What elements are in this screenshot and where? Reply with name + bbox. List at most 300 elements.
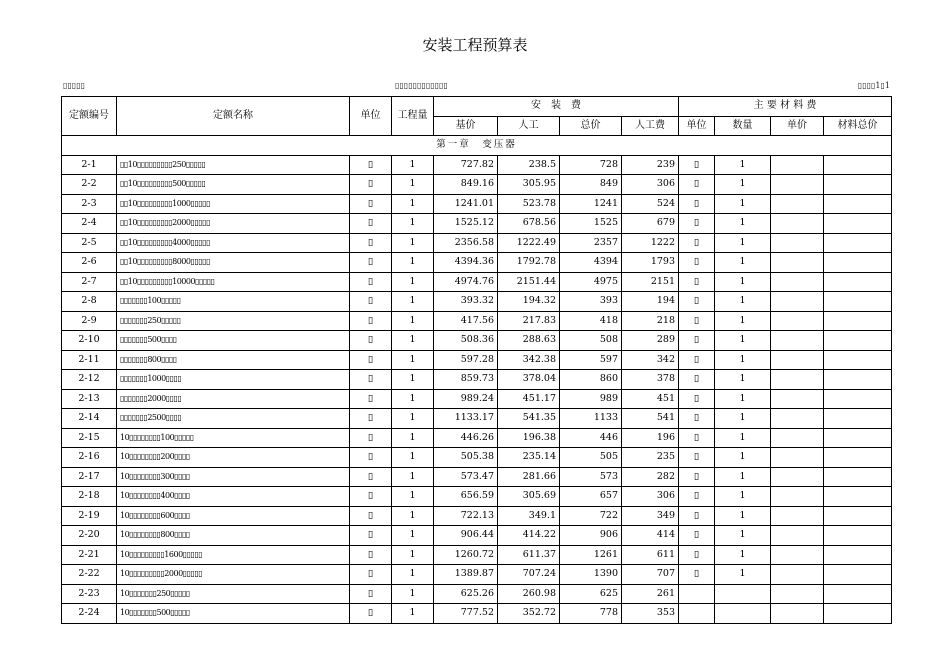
row-qty: 1 xyxy=(392,272,434,292)
row-unit: ▯ xyxy=(350,584,392,604)
header-name: 定额名称 xyxy=(117,97,350,136)
row-labor-fee: 306 xyxy=(622,487,679,507)
row-labor: 678.56 xyxy=(498,214,560,234)
row-labor-fee: 239 xyxy=(622,155,679,175)
header-total: 总价 xyxy=(560,116,622,136)
row-m-unit: ▯ xyxy=(679,194,715,214)
row-m-qty: 1 xyxy=(715,155,771,175)
row-m-qty: 1 xyxy=(715,467,771,487)
row-qty: 1 xyxy=(392,526,434,546)
row-name: ▯▯▯▯▯▯▯100▯▯▯▯▯ xyxy=(117,292,350,312)
row-m-qty xyxy=(715,604,771,624)
row-m-unit: ▯ xyxy=(679,272,715,292)
row-base-price: 777.52 xyxy=(434,604,498,624)
row-qty: 1 xyxy=(392,565,434,585)
row-qty: 1 xyxy=(392,409,434,429)
row-total: 2357 xyxy=(560,233,622,253)
row-m-total xyxy=(824,370,892,390)
row-name: 10▯▯▯▯▯▯▯▯▯2000▯▯▯▯▯ xyxy=(117,565,350,585)
row-name: 10▯▯▯▯▯▯▯▯400▯▯▯▯ xyxy=(117,487,350,507)
header-install-fee: 安 装 费 xyxy=(434,97,679,117)
row-labor: 1222.49 xyxy=(498,233,560,253)
row-base-price: 722.13 xyxy=(434,506,498,526)
row-m-price xyxy=(771,604,824,624)
row-m-total xyxy=(824,194,892,214)
row-code: 2-19 xyxy=(62,506,117,526)
row-code: 2-4 xyxy=(62,214,117,234)
row-qty: 1 xyxy=(392,467,434,487)
row-m-unit: ▯ xyxy=(679,428,715,448)
table-row xyxy=(62,584,892,604)
row-total: 597 xyxy=(560,350,622,370)
row-labor: 238.5 xyxy=(498,155,560,175)
row-labor: 288.63 xyxy=(498,331,560,351)
row-qty: 1 xyxy=(392,545,434,565)
row-qty: 1 xyxy=(392,350,434,370)
row-m-price xyxy=(771,467,824,487)
row-total: 728 xyxy=(560,155,622,175)
table-row xyxy=(62,409,892,429)
row-unit: ▯ xyxy=(350,331,392,351)
row-labor: 305.95 xyxy=(498,175,560,195)
row-labor-fee: 414 xyxy=(622,526,679,546)
row-total: 4975 xyxy=(560,272,622,292)
row-name: ▯▯10▯▯▯▯▯▯▯▯▯500▯▯▯▯▯ xyxy=(117,175,350,195)
row-m-total xyxy=(824,233,892,253)
row-m-qty xyxy=(715,584,771,604)
row-labor: 1792.78 xyxy=(498,253,560,273)
row-base-price: 446.26 xyxy=(434,428,498,448)
header-labor-fee: 人工费 xyxy=(622,116,679,136)
row-m-total xyxy=(824,311,892,331)
row-name: ▯▯▯▯▯▯▯1000▯▯▯▯ xyxy=(117,370,350,390)
row-total: 1261 xyxy=(560,545,622,565)
row-m-total xyxy=(824,584,892,604)
row-m-unit: ▯ xyxy=(679,409,715,429)
row-m-unit: ▯ xyxy=(679,214,715,234)
row-unit: ▯ xyxy=(350,467,392,487)
row-m-price xyxy=(771,175,824,195)
row-m-unit: ▯ xyxy=(679,506,715,526)
row-labor-fee: 196 xyxy=(622,428,679,448)
row-labor-fee: 378 xyxy=(622,370,679,390)
table-row xyxy=(62,370,892,390)
table-row xyxy=(62,292,892,312)
row-code: 2-21 xyxy=(62,545,117,565)
table-row xyxy=(62,350,892,370)
row-code: 2-22 xyxy=(62,565,117,585)
table-row xyxy=(62,311,892,331)
row-total: 906 xyxy=(560,526,622,546)
row-labor: 281.66 xyxy=(498,467,560,487)
header-m-total: 材料总价 xyxy=(824,116,892,136)
row-labor: 352.72 xyxy=(498,604,560,624)
row-m-total xyxy=(824,565,892,585)
row-qty: 1 xyxy=(392,233,434,253)
row-qty: 1 xyxy=(392,584,434,604)
row-labor-fee: 349 xyxy=(622,506,679,526)
page-number: ▯▯▯▯1▯1 xyxy=(857,81,890,90)
row-total: 393 xyxy=(560,292,622,312)
row-total: 418 xyxy=(560,311,622,331)
row-total: 1241 xyxy=(560,194,622,214)
project-name: ▯▯▯▯▯▯▯▯▯▯▯▯ xyxy=(395,81,448,90)
row-m-unit xyxy=(679,584,715,604)
row-m-qty: 1 xyxy=(715,253,771,273)
row-labor-fee: 289 xyxy=(622,331,679,351)
row-m-qty: 1 xyxy=(715,506,771,526)
row-qty: 1 xyxy=(392,370,434,390)
row-unit: ▯ xyxy=(350,604,392,624)
row-unit: ▯ xyxy=(350,311,392,331)
row-m-unit: ▯ xyxy=(679,292,715,312)
row-m-price xyxy=(771,311,824,331)
row-qty: 1 xyxy=(392,311,434,331)
row-labor-fee: 218 xyxy=(622,311,679,331)
row-qty: 1 xyxy=(392,214,434,234)
row-labor-fee: 611 xyxy=(622,545,679,565)
row-m-price xyxy=(771,272,824,292)
row-labor-fee: 342 xyxy=(622,350,679,370)
row-labor: 342.38 xyxy=(498,350,560,370)
row-m-price xyxy=(771,389,824,409)
row-code: 2-11 xyxy=(62,350,117,370)
row-name: ▯▯10▯▯▯▯▯▯▯▯▯1000▯▯▯▯▯ xyxy=(117,194,350,214)
row-name: 10▯▯▯▯▯▯▯▯▯1600▯▯▯▯▯ xyxy=(117,545,350,565)
row-unit: ▯ xyxy=(350,155,392,175)
row-total: 1390 xyxy=(560,565,622,585)
row-labor-fee: 1222 xyxy=(622,233,679,253)
row-m-total xyxy=(824,272,892,292)
row-unit: ▯ xyxy=(350,370,392,390)
row-code: 2-5 xyxy=(62,233,117,253)
chapter-title: 第一章 变压器 xyxy=(62,136,892,156)
row-total: 722 xyxy=(560,506,622,526)
row-unit: ▯ xyxy=(350,233,392,253)
row-base-price: 989.24 xyxy=(434,389,498,409)
row-unit: ▯ xyxy=(350,506,392,526)
row-m-qty: 1 xyxy=(715,175,771,195)
row-m-unit: ▯ xyxy=(679,467,715,487)
row-code: 2-7 xyxy=(62,272,117,292)
row-m-unit: ▯ xyxy=(679,448,715,468)
row-m-price xyxy=(771,155,824,175)
row-name: 10▯▯▯▯▯▯▯▯100▯▯▯▯▯ xyxy=(117,428,350,448)
row-code: 2-17 xyxy=(62,467,117,487)
row-qty: 1 xyxy=(392,194,434,214)
row-base-price: 393.32 xyxy=(434,292,498,312)
row-labor: 260.98 xyxy=(498,584,560,604)
project-label: ▯▯▯▯▯ xyxy=(63,81,86,90)
row-m-unit: ▯ xyxy=(679,565,715,585)
row-unit: ▯ xyxy=(350,253,392,273)
row-name: ▯▯▯▯▯▯▯250▯▯▯▯▯ xyxy=(117,311,350,331)
row-name: ▯▯▯▯▯▯▯2500▯▯▯▯ xyxy=(117,409,350,429)
row-total: 4394 xyxy=(560,253,622,273)
row-qty: 1 xyxy=(392,604,434,624)
row-code: 2-1 xyxy=(62,155,117,175)
row-m-unit: ▯ xyxy=(679,311,715,331)
row-labor-fee: 306 xyxy=(622,175,679,195)
row-labor: 305.69 xyxy=(498,487,560,507)
row-qty: 1 xyxy=(392,428,434,448)
row-base-price: 625.26 xyxy=(434,584,498,604)
row-base-price: 1260.72 xyxy=(434,545,498,565)
row-m-qty: 1 xyxy=(715,214,771,234)
row-base-price: 906.44 xyxy=(434,526,498,546)
row-qty: 1 xyxy=(392,175,434,195)
row-base-price: 727.82 xyxy=(434,155,498,175)
row-code: 2-9 xyxy=(62,311,117,331)
row-m-total xyxy=(824,331,892,351)
row-name: 10▯▯▯▯▯▯▯▯600▯▯▯▯ xyxy=(117,506,350,526)
row-m-total xyxy=(824,467,892,487)
row-m-qty: 1 xyxy=(715,350,771,370)
header-m-unit: 单位 xyxy=(679,116,715,136)
row-base-price: 4974.76 xyxy=(434,272,498,292)
row-unit: ▯ xyxy=(350,389,392,409)
row-unit: ▯ xyxy=(350,214,392,234)
row-qty: 1 xyxy=(392,389,434,409)
row-m-qty: 1 xyxy=(715,331,771,351)
table-row xyxy=(62,604,892,624)
row-labor-fee: 451 xyxy=(622,389,679,409)
row-labor-fee: 194 xyxy=(622,292,679,312)
row-unit: ▯ xyxy=(350,448,392,468)
table-row xyxy=(62,214,892,234)
row-code: 2-15 xyxy=(62,428,117,448)
row-labor: 707.24 xyxy=(498,565,560,585)
table-row xyxy=(62,389,892,409)
row-m-price xyxy=(771,194,824,214)
table-row xyxy=(62,233,892,253)
row-m-unit: ▯ xyxy=(679,253,715,273)
row-code: 2-13 xyxy=(62,389,117,409)
row-name: ▯▯10▯▯▯▯▯▯▯▯▯250▯▯▯▯▯ xyxy=(117,155,350,175)
row-code: 2-24 xyxy=(62,604,117,624)
row-m-total xyxy=(824,545,892,565)
row-m-total xyxy=(824,389,892,409)
header-qty: 工程量 xyxy=(392,97,434,136)
row-m-total xyxy=(824,526,892,546)
budget-table xyxy=(61,96,892,624)
row-qty: 1 xyxy=(392,331,434,351)
row-total: 989 xyxy=(560,389,622,409)
row-qty: 1 xyxy=(392,487,434,507)
row-labor-fee: 2151 xyxy=(622,272,679,292)
header-m-qty: 数量 xyxy=(715,116,771,136)
row-name: ▯▯▯▯▯▯▯2000▯▯▯▯ xyxy=(117,389,350,409)
row-labor-fee: 541 xyxy=(622,409,679,429)
table-row xyxy=(62,467,892,487)
row-m-total xyxy=(824,604,892,624)
row-base-price: 656.59 xyxy=(434,487,498,507)
row-base-price: 417.56 xyxy=(434,311,498,331)
row-m-price xyxy=(771,506,824,526)
row-unit: ▯ xyxy=(350,487,392,507)
row-m-total xyxy=(824,448,892,468)
row-qty: 1 xyxy=(392,506,434,526)
row-m-qty: 1 xyxy=(715,526,771,546)
row-labor: 349.1 xyxy=(498,506,560,526)
header-code: 定额编号 xyxy=(62,97,117,136)
row-labor-fee: 679 xyxy=(622,214,679,234)
row-code: 2-18 xyxy=(62,487,117,507)
row-base-price: 1133.17 xyxy=(434,409,498,429)
row-unit: ▯ xyxy=(350,565,392,585)
header-row-top xyxy=(62,97,892,117)
row-m-price xyxy=(771,545,824,565)
row-m-price xyxy=(771,253,824,273)
page-title: 安装工程预算表 xyxy=(422,36,528,54)
row-base-price: 4394.36 xyxy=(434,253,498,273)
row-m-unit: ▯ xyxy=(679,526,715,546)
row-labor-fee: 353 xyxy=(622,604,679,624)
row-code: 2-14 xyxy=(62,409,117,429)
row-m-unit: ▯ xyxy=(679,487,715,507)
table-row xyxy=(62,428,892,448)
row-base-price: 859.73 xyxy=(434,370,498,390)
row-code: 2-10 xyxy=(62,331,117,351)
row-m-price xyxy=(771,350,824,370)
row-m-unit: ▯ xyxy=(679,370,715,390)
row-m-unit: ▯ xyxy=(679,545,715,565)
row-name: ▯▯10▯▯▯▯▯▯▯▯▯10000▯▯▯▯▯ xyxy=(117,272,350,292)
row-m-price xyxy=(771,292,824,312)
table-row xyxy=(62,506,892,526)
row-m-total xyxy=(824,175,892,195)
row-m-qty: 1 xyxy=(715,428,771,448)
row-total: 860 xyxy=(560,370,622,390)
row-labor-fee: 261 xyxy=(622,584,679,604)
row-m-qty: 1 xyxy=(715,272,771,292)
row-m-total xyxy=(824,428,892,448)
table-row xyxy=(62,155,892,175)
row-qty: 1 xyxy=(392,253,434,273)
row-m-total xyxy=(824,350,892,370)
header-base-price: 基价 xyxy=(434,116,498,136)
row-m-qty: 1 xyxy=(715,389,771,409)
row-m-unit: ▯ xyxy=(679,175,715,195)
table-row xyxy=(62,175,892,195)
row-base-price: 849.16 xyxy=(434,175,498,195)
row-m-qty: 1 xyxy=(715,194,771,214)
row-labor-fee: 1793 xyxy=(622,253,679,273)
row-labor: 194.32 xyxy=(498,292,560,312)
table-row xyxy=(62,526,892,546)
table-row xyxy=(62,565,892,585)
table-row xyxy=(62,253,892,273)
row-code: 2-16 xyxy=(62,448,117,468)
row-m-price xyxy=(771,370,824,390)
header-material-group: 主 要 材 料 费 xyxy=(679,97,892,117)
row-unit: ▯ xyxy=(350,526,392,546)
row-labor: 378.04 xyxy=(498,370,560,390)
table-row xyxy=(62,331,892,351)
row-m-unit: ▯ xyxy=(679,233,715,253)
row-name: 10▯▯▯▯▯▯▯250▯▯▯▯▯ xyxy=(117,584,350,604)
row-base-price: 508.36 xyxy=(434,331,498,351)
row-m-qty: 1 xyxy=(715,233,771,253)
row-m-total xyxy=(824,487,892,507)
row-name: ▯▯▯▯▯▯▯800▯▯▯▯ xyxy=(117,350,350,370)
row-labor: 523.78 xyxy=(498,194,560,214)
row-total: 446 xyxy=(560,428,622,448)
row-total: 508 xyxy=(560,331,622,351)
table-row xyxy=(62,487,892,507)
row-code: 2-6 xyxy=(62,253,117,273)
table-row xyxy=(62,545,892,565)
row-m-qty: 1 xyxy=(715,409,771,429)
row-unit: ▯ xyxy=(350,292,392,312)
row-m-total xyxy=(824,506,892,526)
row-total: 657 xyxy=(560,487,622,507)
row-qty: 1 xyxy=(392,292,434,312)
row-m-unit: ▯ xyxy=(679,331,715,351)
row-unit: ▯ xyxy=(350,194,392,214)
row-m-price xyxy=(771,428,824,448)
row-name: ▯▯10▯▯▯▯▯▯▯▯▯2000▯▯▯▯▯ xyxy=(117,214,350,234)
row-labor: 217.83 xyxy=(498,311,560,331)
table-row xyxy=(62,448,892,468)
row-labor: 611.37 xyxy=(498,545,560,565)
row-base-price: 505.38 xyxy=(434,448,498,468)
row-m-qty: 1 xyxy=(715,311,771,331)
row-m-price xyxy=(771,565,824,585)
row-m-unit: ▯ xyxy=(679,350,715,370)
chapter-row xyxy=(62,136,892,156)
row-m-total xyxy=(824,155,892,175)
row-unit: ▯ xyxy=(350,272,392,292)
row-m-price xyxy=(771,487,824,507)
row-qty: 1 xyxy=(392,448,434,468)
row-unit: ▯ xyxy=(350,175,392,195)
row-m-price xyxy=(771,233,824,253)
row-m-qty: 1 xyxy=(715,448,771,468)
row-name: 10▯▯▯▯▯▯▯▯300▯▯▯▯ xyxy=(117,467,350,487)
row-total: 1133 xyxy=(560,409,622,429)
row-code: 2-20 xyxy=(62,526,117,546)
row-name: 10▯▯▯▯▯▯▯▯800▯▯▯▯ xyxy=(117,526,350,546)
row-labor: 541.35 xyxy=(498,409,560,429)
row-m-total xyxy=(824,253,892,273)
row-labor-fee: 235 xyxy=(622,448,679,468)
row-total: 1525 xyxy=(560,214,622,234)
header-labor: 人工 xyxy=(498,116,560,136)
row-total: 849 xyxy=(560,175,622,195)
row-m-price xyxy=(771,448,824,468)
row-base-price: 573.47 xyxy=(434,467,498,487)
row-m-unit: ▯ xyxy=(679,389,715,409)
row-code: 2-23 xyxy=(62,584,117,604)
row-m-price xyxy=(771,214,824,234)
row-m-unit xyxy=(679,604,715,624)
row-labor: 235.14 xyxy=(498,448,560,468)
row-m-price xyxy=(771,331,824,351)
row-name: ▯▯10▯▯▯▯▯▯▯▯▯8000▯▯▯▯▯ xyxy=(117,253,350,273)
row-m-price xyxy=(771,526,824,546)
row-labor: 451.17 xyxy=(498,389,560,409)
row-m-qty: 1 xyxy=(715,292,771,312)
row-unit: ▯ xyxy=(350,545,392,565)
row-name: 10▯▯▯▯▯▯▯▯200▯▯▯▯ xyxy=(117,448,350,468)
row-unit: ▯ xyxy=(350,428,392,448)
table-row xyxy=(62,272,892,292)
row-m-total xyxy=(824,292,892,312)
row-labor: 2151.44 xyxy=(498,272,560,292)
row-m-qty: 1 xyxy=(715,487,771,507)
row-base-price: 1241.01 xyxy=(434,194,498,214)
